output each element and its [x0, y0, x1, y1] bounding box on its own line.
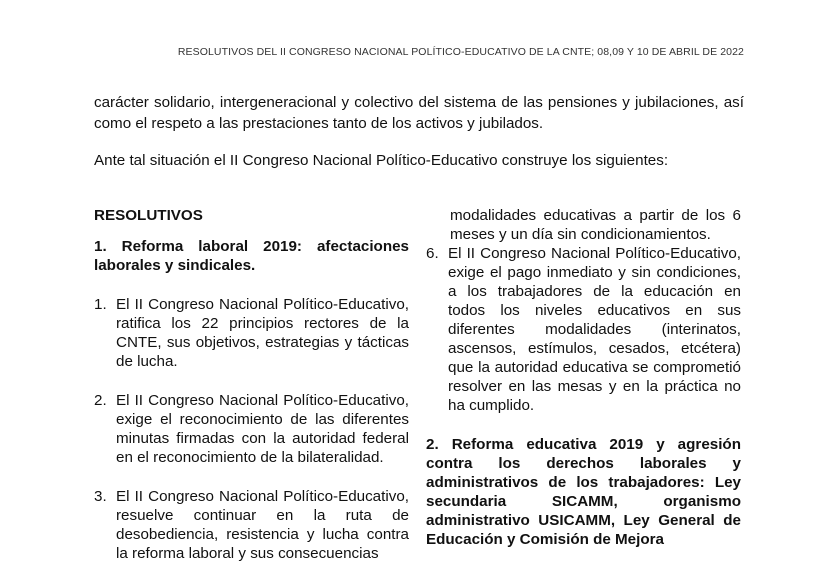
intro-paragraph-1: carácter solidario, intergeneracional y colectivo del sistema de las pensiones y jubilaciones, así como el respeto a las prestaciones tanto de los activos y jubilados.: [94, 94, 744, 132]
resolutivos-heading: RESOLUTIVOS: [94, 207, 203, 224]
section-2-title: 2. Reforma educativa 2019 y agresión contra los derechos laborales y administrativos de los trabajadores: Ley secundaria SICAMM, organismo administrativo USICAMM, Ley General de Educación y Comisión de Mejora: [426, 436, 741, 548]
intro-paragraph-2: Ante tal situación el II Congreso Nacional Político-Educativo construye los siguientes:: [94, 152, 669, 169]
item-number: 2.: [94, 392, 107, 409]
list-item: [94, 391, 409, 467]
item-text: El II Congreso Nacional Político-Educativo, exige el pago inmediato y sin condiciones, a los trabajadores de la educación en todos los niveles educativos en sus diferentes modalidades (interinatos, ascensos, estímulos, cesados, etcétera) que la autoridad educativa se comprometió resolver en las mesas y en la práctica no ha cumplido.: [448, 245, 741, 414]
right-column: [426, 206, 741, 549]
list-item: [94, 295, 409, 371]
intro-section: [94, 92, 744, 187]
item-number: 3.: [94, 488, 107, 505]
item-continuation: modalidades educativas a partir de los 6 meses y un día sin condicionamientos.: [450, 207, 741, 243]
item-text: El II Congreso Nacional Político-Educativo, exige el reconocimiento de las diferentes minutas firmadas con la autoridad federal en el reconocimiento de la bilateralidad.: [116, 392, 409, 466]
left-column: [94, 206, 409, 583]
item-number: 1.: [94, 296, 107, 313]
list-item: [426, 244, 741, 415]
item-text: El II Congreso Nacional Político-Educativo, ratifica los 22 principios rectores de la CNTE, sus objetivos, estrategias y tácticas de lucha.: [116, 296, 409, 370]
section-1-title: 1. Reforma laboral 2019: afectaciones laborales y sindicales.: [94, 238, 409, 274]
item-number: 6.: [426, 245, 439, 262]
running-header: RESOLUTIVOS DEL II CONGRESO NACIONAL POLÍTICO-EDUCATIVO DE LA CNTE; 08,09 Y 10 DE ABRIL DE 2022: [177, 46, 744, 58]
item-text: El II Congreso Nacional Político-Educativo, resuelve continuar en la ruta de desobediencia, resistencia y lucha contra la reforma laboral y sus consecuencias: [116, 488, 409, 562]
list-item: [94, 487, 409, 563]
